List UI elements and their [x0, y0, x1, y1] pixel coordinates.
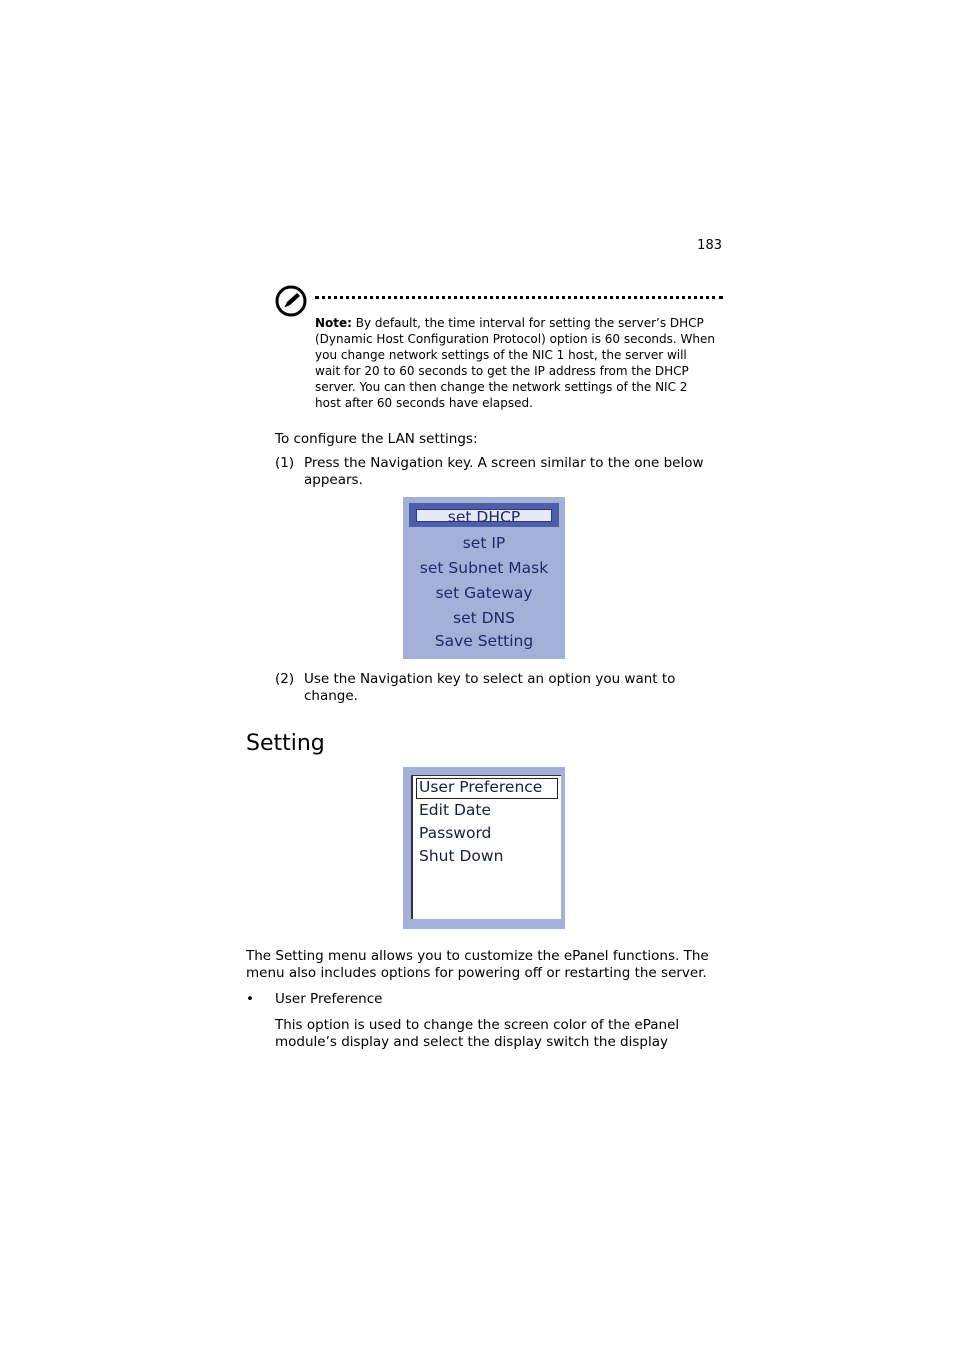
bullet-marker: • [246, 991, 254, 1007]
menu-item-shut-down[interactable]: Shut Down [419, 847, 504, 865]
lan-menu-screen [403, 497, 565, 659]
menu-item-edit-date[interactable]: Edit Date [419, 801, 491, 819]
setting-description: The Setting menu allows you to customize the ePanel functions. The menu also includes options for powering off or restarting the server. [246, 948, 709, 981]
menu-item-set-ip[interactable]: set IP [462, 534, 506, 552]
section-heading: Setting [246, 731, 325, 756]
note-pen-icon [275, 285, 307, 317]
intro-text: To configure the LAN settings: [275, 431, 478, 447]
menu-item-set-subnet-mask[interactable]: set Subnet Mask [419, 559, 549, 577]
note-text [315, 315, 715, 411]
step-text: Use the Navigation key to select an option you want to change. [304, 671, 676, 704]
note-body: By default, the time interval for setting the server’s DHCP (Dynamic Host Configuration Protocol) option is 60 seconds. When you change network settings of the NIC 1 host, the server will wait for 20 to 60 seconds to get the IP address from the DHCP server. You can then change the network settings of the NIC 2 host after 60 seconds have elapsed. [315, 316, 715, 410]
note-label: Note: [315, 316, 352, 330]
step-number: (2) [275, 671, 295, 687]
menu-item-set-dhcp[interactable]: set DHCP [447, 508, 521, 526]
setting-menu-screen [403, 767, 565, 929]
bullet-label: User Preference [275, 991, 383, 1007]
menu-item-user-preference[interactable]: User Preference [419, 778, 543, 796]
menu-item-password[interactable]: Password [419, 824, 492, 842]
bullet-description: This option is used to change the screen color of the ePanel module’s display and select the display switch the display [275, 1017, 680, 1050]
note-divider [315, 296, 723, 299]
menu-item-save-setting[interactable]: Save Setting [434, 632, 534, 650]
page-number: 183 [697, 238, 722, 253]
step-number: (1) [275, 455, 295, 471]
setting-menu-panel [411, 775, 561, 919]
step-text: Press the Navigation key. A screen similar to the one below appears. [304, 455, 704, 488]
menu-item-set-dns[interactable]: set DNS [453, 609, 515, 627]
menu-item-set-gateway[interactable]: set Gateway [435, 584, 533, 602]
